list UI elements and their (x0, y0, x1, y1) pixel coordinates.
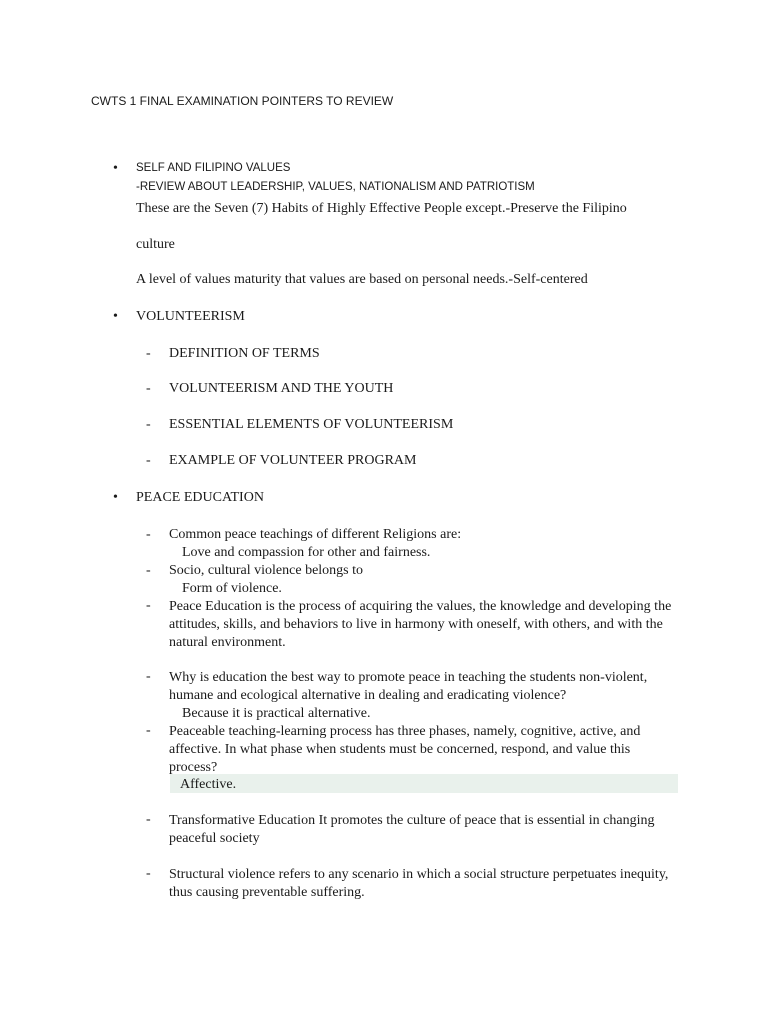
section-heading-volunteerism: VOLUNTEERISM (136, 309, 245, 324)
peace-question-2: Socio, cultural violence belongs to (169, 563, 364, 578)
dash-icon: - (146, 598, 151, 613)
dash-icon: - (146, 866, 151, 881)
habits-line-cont: culture (136, 237, 175, 252)
peace-question-4: Why is education the best way to promote peace in teaching the students non-violent, humane and ecological alternative in dealing and eradicating violence? (169, 670, 648, 704)
peace-answer-1: Love and compassion for other and fairness. (182, 545, 431, 560)
section-subheading-review: -REVIEW ABOUT LEADERSHIP, VALUES, NATIONALISM AND PATRIOTISM (136, 181, 535, 193)
dash-icon: - (146, 453, 151, 468)
peace-question-5: Peaceable teaching-learning process has three phases, namely, cognitive, active, and affective. In what phase when students must be concerned, respond, and value this process? (169, 724, 641, 776)
dash-icon: - (146, 346, 151, 361)
volunteerism-item: DEFINITION OF TERMS (169, 346, 320, 361)
dash-icon: - (146, 417, 151, 432)
bullet-icon: • (113, 490, 118, 505)
transformative-education-paragraph: Transformative Education It promotes the culture of peace that is essential in changing peaceful society (169, 813, 655, 847)
peace-definition-paragraph: Peace Education is the process of acquiring the values, the knowledge and developing the attitudes, skills, and behaviors to live in harmony with oneself, with others, and with the natural environment. (169, 599, 672, 651)
dash-icon: - (146, 563, 151, 578)
peace-answer-2: Form of violence. (182, 581, 282, 596)
dash-icon: - (146, 527, 151, 542)
dash-icon: - (146, 669, 151, 684)
section-heading-peace-education: PEACE EDUCATION (136, 490, 264, 505)
bullet-icon: • (113, 309, 118, 324)
volunteerism-item: EXAMPLE OF VOLUNTEER PROGRAM (169, 453, 417, 468)
dash-icon: - (146, 723, 151, 738)
peace-question-1: Common peace teachings of different Religions are: (169, 527, 462, 542)
dash-icon: - (146, 812, 151, 827)
values-maturity-line: A level of values maturity that values are based on personal needs.-Self-centered (136, 272, 588, 287)
peace-answer-5: Affective. (180, 777, 237, 792)
structural-violence-paragraph: Structural violence refers to any scenario in which a social structure perpetuates inequity, thus causing preventable suffering. (169, 867, 669, 901)
document-title: CWTS 1 FINAL EXAMINATION POINTERS TO REVIEW (91, 94, 394, 108)
peace-answer-4: Because it is practical alternative. (182, 706, 371, 721)
dash-icon: - (146, 381, 151, 396)
volunteerism-item: VOLUNTEERISM AND THE YOUTH (169, 381, 394, 396)
volunteerism-item: ESSENTIAL ELEMENTS OF VOLUNTEERISM (169, 417, 454, 432)
section-heading-self-values: SELF AND FILIPINO VALUES (136, 162, 291, 174)
bullet-icon: • (113, 161, 118, 176)
habits-line: These are the Seven (7) Habits of Highly Effective People except.-Preserve the Filipino (136, 201, 627, 216)
